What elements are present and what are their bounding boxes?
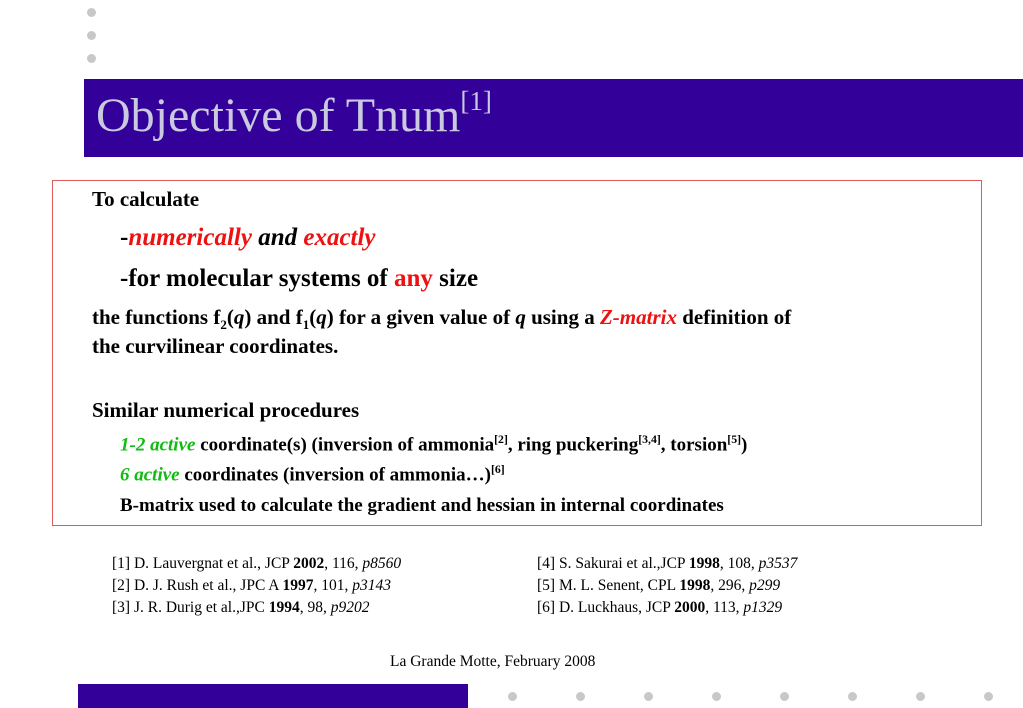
dot-icon: [87, 31, 96, 40]
bottom-bar: [78, 684, 468, 708]
molecular-systems-line: -for molecular systems of any size: [120, 265, 479, 292]
reference-item: [5] M. L. Senent, CPL 1998, 296, p299: [537, 577, 781, 594]
procedure-item-3: B-matrix used to calculate the gradient and hessian in internal coordinates: [120, 495, 724, 516]
procedure-item-1: 1-2 active coordinate(s) (inversion of ammonia[2], ring puckering[3,4], torsion[5]): [120, 433, 748, 456]
reference-item: [2] D. J. Rush et al., JPC A 1997, 101, p3143: [112, 577, 392, 594]
procedure-item-2: 6 active coordinates (inversion of ammonia…)[6]: [120, 463, 505, 486]
dot-icon: [644, 692, 653, 701]
intro-text: To calculate: [92, 187, 200, 211]
reference-item: [4] S. Sakurai et al.,JCP 1998, 108, p3537: [537, 555, 798, 572]
dot-icon: [712, 692, 721, 701]
dot-icon: [87, 8, 96, 17]
reference-item: [6] D. Luckhaus, JCP 2000, 113, p1329: [537, 599, 783, 616]
slide-title: Objective of Tnum[1]: [96, 86, 492, 142]
dot-icon: [984, 692, 993, 701]
functions-line: the functions $f_2(q)$ and $f_1(q)$ for a given value of q using a Z-matrix definition of: [92, 305, 792, 333]
reference-item: [3] J. R. Durig et al.,JPC 1994, 98, p9202: [112, 599, 370, 616]
dot-icon: [916, 692, 925, 701]
dot-icon: [87, 54, 96, 63]
numerically-exactly-line: -numerically and exactly: [120, 224, 376, 251]
references-right: [537, 553, 797, 619]
curvilinear-line: the curvilinear coordinates.: [92, 334, 339, 358]
similar-procedures-heading: Similar numerical procedures: [92, 398, 360, 422]
references-left: [112, 553, 401, 619]
title-reference: [1]: [460, 86, 492, 116]
dot-icon: [848, 692, 857, 701]
reference-item: [1] D. Lauvergnat et al., JCP 2002, 116, p8560: [112, 555, 402, 572]
dot-icon: [576, 692, 585, 701]
dot-icon: [508, 692, 517, 701]
footer-text: La Grande Motte, February 2008: [390, 653, 596, 670]
dot-icon: [780, 692, 789, 701]
